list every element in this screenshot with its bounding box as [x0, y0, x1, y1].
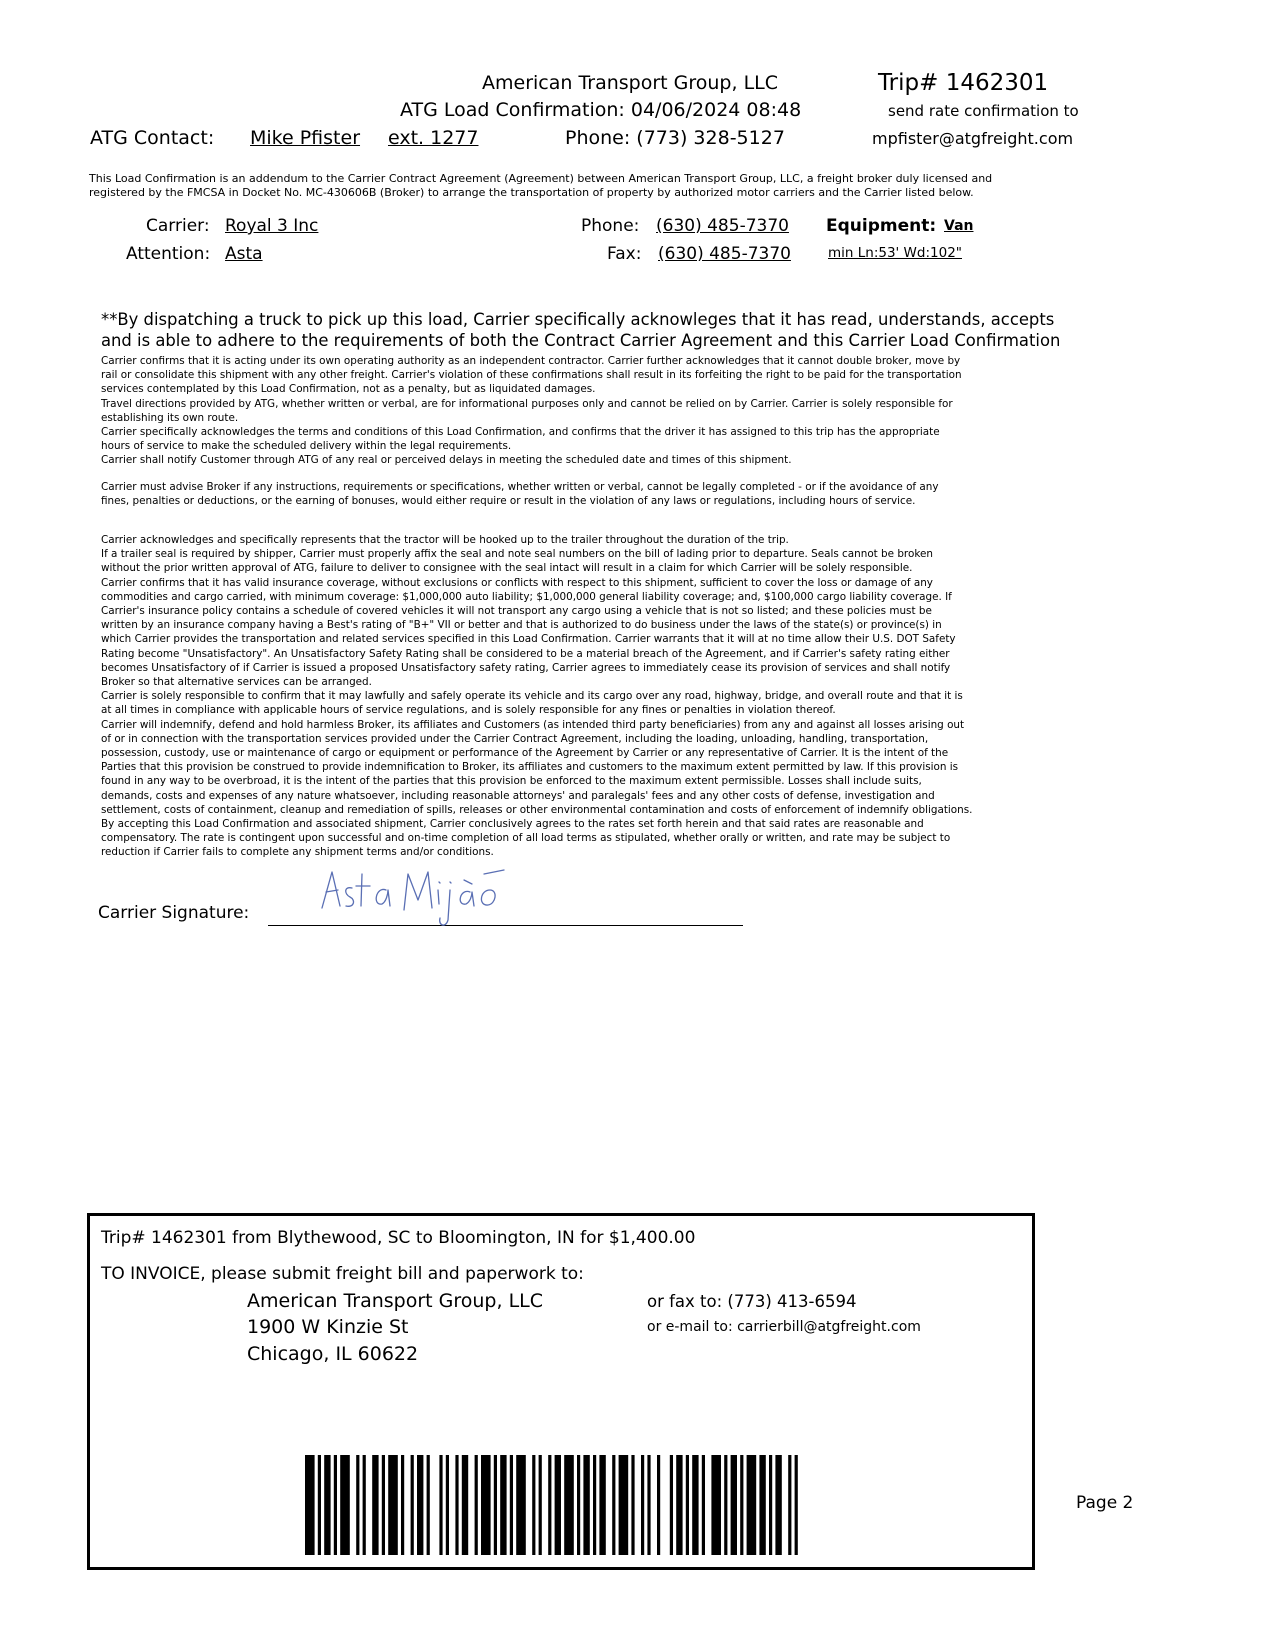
confirmation-datetime: ATG Load Confirmation: 04/06/2024 08:48: [400, 99, 802, 121]
barcode-bar: [631, 1455, 634, 1555]
barcode-bar: [318, 1455, 321, 1555]
barcode-bar: [724, 1455, 727, 1555]
barcode-bar: [692, 1455, 698, 1555]
invoice-fax: or fax to: (773) 413-6594: [647, 1292, 857, 1311]
handwritten-signature: [318, 860, 518, 935]
barcode-bar: [740, 1455, 743, 1555]
terms-c-line: If a trailer seal is required by shipper, Carrier must properly affix the seal and note seal numbers on the bill of lading prior to departure. Seals cannot be broken: [101, 548, 933, 561]
barcode-bar: [647, 1455, 650, 1555]
terms-a-line: hours of service to make the scheduled delivery within the legal requirements.: [101, 440, 512, 453]
carrier-fax-value: (630) 485-7370: [658, 244, 791, 264]
barcode-bar: [702, 1455, 705, 1555]
contact-phone: Phone: (773) 328-5127: [565, 127, 785, 149]
dispatch-line-1: **By dispatching a truck to pick up this load, Carrier specifically acknowleges that it has read, understands, accepts: [101, 310, 1055, 329]
send-rate-label: send rate confirmation to: [888, 102, 1079, 120]
terms-c-line: Broker so that alternative services can be arranged.: [101, 676, 372, 689]
barcode: [305, 1455, 825, 1555]
terms-c-line: at all times in compliance with applicable hours of service regulations, and is solely responsible for any fines or penalties in violation thereof.: [101, 704, 836, 717]
barcode-bar: [564, 1455, 574, 1555]
intro-line-2: registered by the FMCSA in Docket No. MC-430606B (Broker) to arrange the transportation of property by authorized motor carriers and the Carrier listed below.: [89, 186, 974, 199]
terms-c-line: commodities and cargo carried, with minimum coverage: $1,000,000 auto liability; $1,000,000 general liability coverage; and, $100,000 cargo liability coverage. If: [101, 590, 952, 603]
invoice-city: Chicago, IL 60622: [247, 1343, 419, 1365]
terms-c-line: without the prior written approval of ATG, failure to deliver to consignee with the seal intact will result in a claim for which Carrier will be solely responsible.: [101, 562, 913, 575]
terms-a-line: services contemplated by this Load Confirmation, not as a penalty, but as liquidated damages.: [101, 383, 596, 396]
terms-section-b: [101, 480, 1141, 508]
barcode-bar: [356, 1455, 359, 1555]
signature-label: Carrier Signature:: [98, 903, 250, 923]
terms-section-c: [101, 533, 1141, 860]
terms-c-line: Carrier acknowledges and specifically represents that the tractor will be hooked up to the trailer throughout the duration of the trip.: [101, 534, 789, 546]
barcode-bar: [619, 1455, 629, 1555]
barcode-bar: [455, 1455, 458, 1555]
terms-a-line: Travel directions provided by ATG, whether written or verbal, are for informational purposes only and cannot be relied on by Carrier. Carrier is solely responsible for: [101, 397, 953, 410]
barcode-bar: [686, 1455, 689, 1555]
terms-a-line: establishing its own route.: [101, 411, 239, 424]
equipment-label: Equipment:: [826, 216, 937, 236]
contact-name: Mike Pfister: [250, 127, 361, 149]
attention-label: Attention:: [126, 244, 211, 264]
terms-c-line: Carrier will indemnify, defend and hold harmless Broker, its affiliates and Customers (as intended third party beneficiaries) from any and against all losses arising out: [101, 718, 965, 731]
barcode-bar: [510, 1455, 513, 1555]
contact-email[interactable]: mpfister@atgfreight.com: [872, 129, 1074, 148]
barcode-bar: [711, 1455, 721, 1555]
terms-c-line: demands, costs and expenses of any nature whatsoever, including reasonable attorneys' and paralegals' fees and any other costs of defense, investigation and: [101, 789, 935, 802]
equipment-value: Van: [944, 218, 974, 234]
terms-a-line: Carrier confirms that it is acting under its own operating authority as an independent contractor. Carrier further acknowledges that it cannot double broker, move by: [101, 355, 961, 367]
terms-c-line: Parties that this provision be construed to provide indemnification to Broker, its affiliates and customers to the maximum extent permitted by law. If this provision is: [101, 761, 959, 774]
barcode-bar: [769, 1455, 772, 1555]
terms-c-line: Carrier is solely responsible to confirm that it may lawfully and safely operate its vehicle and its cargo over any road, highway, bridge, and overall route and that it is: [101, 690, 963, 703]
barcode-bar: [481, 1455, 491, 1555]
barcode-bar: [340, 1455, 350, 1555]
terms-c-line: becomes Unsatisfactory of if Carrier is issued a proposed Unsatisfactory safety rating, Carrier agrees to immediately cease its provision of services and shall notify: [101, 661, 951, 674]
barcode-bar: [500, 1455, 506, 1555]
dispatch-notice: [101, 309, 1181, 351]
barcode-bar: [759, 1455, 765, 1555]
barcode-bar: [788, 1455, 791, 1555]
barcode-bar: [363, 1455, 366, 1555]
barcode-bar: [372, 1455, 378, 1555]
terms-c-line: Carrier's insurance policy contains a schedule of covered vehicles it will not transport any cargo using a vehicle that is not so listed; and these policies must be: [101, 605, 932, 618]
page-number: Page 2: [1076, 1493, 1134, 1513]
invoice-instruction: TO INVOICE, please submit freight bill and paperwork to:: [101, 1264, 584, 1284]
terms-c-line: written by an insurance company having a Best's rating of "B+" VII or better and that is authorized to do business under the laws of the state(s) or province(s) in: [101, 619, 942, 632]
carrier-phone-value: (630) 485-7370: [656, 216, 789, 236]
terms-c-line: By accepting this Load Confirmation and associated shipment, Carrier conclusively agrees to the rates set forth herein and that said rates are reasonable and: [101, 818, 924, 831]
dispatch-line-2: and is able to adhere to the requirements of both the Contract Carrier Agreement and this Carrier Load Confirmation: [101, 331, 1061, 350]
barcode-bar: [388, 1455, 398, 1555]
terms-b-line: fines, penalties or deductions, or the earning of bonuses, would either require or result in the violation of any laws or regulations, including hours of service.: [101, 495, 916, 508]
terms-a-line: Carrier specifically acknowledges the terms and conditions of this Load Confirmation, and confirms that the driver it has assigned to this trip has the appropriate: [101, 426, 940, 439]
terms-c-line: compensatory. The rate is contingent upon successful and on-time completion of all load terms as stipulated, whether orally or written, and rate may be subject to: [101, 832, 951, 845]
barcode-bar: [417, 1455, 423, 1555]
barcode-bar: [795, 1455, 798, 1555]
terms-c-line: Rating become "Unsatisfactory". An Unsatisfactory Safety Rating shall be considered to be a material breach of the Agreement, and if Carrier's safety rating either: [101, 647, 950, 660]
carrier-fax-label: Fax:: [607, 244, 642, 264]
barcode-bar: [411, 1455, 414, 1555]
terms-c-line: of or in connection with the transportation services provided under the Carrier Contract Agreement, including the loading, unloading, handling, transportation,: [101, 732, 929, 745]
terms-a-line: rail or consolidate this shipment with any other freight. Carrier's violation of these confirmations shall result in its forfeiting the right to be paid for the transportation: [101, 369, 962, 382]
barcode-bar: [439, 1455, 442, 1555]
barcode-bar: [731, 1455, 737, 1555]
barcode-bar: [657, 1455, 660, 1555]
barcode-bar: [427, 1455, 430, 1555]
company-name: American Transport Group, LLC: [482, 72, 779, 94]
barcode-bar: [494, 1455, 497, 1555]
terms-c-line: possession, custody, use or maintenance of cargo or equipment or performance of the Agreement by Carrier or any representative of Carrier. It is the intent of the: [101, 747, 949, 760]
contact-ext: ext. 1277: [388, 127, 479, 149]
barcode-bar: [324, 1455, 330, 1555]
barcode-bar: [555, 1455, 561, 1555]
invoice-company: American Transport Group, LLC: [247, 1290, 544, 1312]
barcode-bar: [516, 1455, 526, 1555]
contact-label: ATG Contact:: [90, 127, 215, 149]
barcode-bar: [532, 1455, 535, 1555]
barcode-bar: [612, 1455, 615, 1555]
barcode-bar: [462, 1455, 468, 1555]
barcode-bar: [670, 1455, 673, 1555]
barcode-bar: [593, 1455, 596, 1555]
carrier-value: Royal 3 Inc: [225, 216, 319, 236]
barcode-bar: [446, 1455, 449, 1555]
attention-value: Asta: [225, 244, 263, 264]
barcode-bar: [583, 1455, 589, 1555]
terms-a-line: Carrier shall notify Customer through ATG of any real or perceived delays in meeting the scheduled date and times of this shipment.: [101, 454, 792, 467]
barcode-bar: [401, 1455, 404, 1555]
barcode-bar: [775, 1455, 781, 1555]
barcode-bar: [747, 1455, 757, 1555]
carrier-label: Carrier:: [146, 216, 210, 236]
terms-c-line: Carrier confirms that it has valid insurance coverage, without exclusions or conflicts with respect to this shipment, sufficient to cover the loss or damage of any: [101, 576, 933, 589]
terms-section-a: [101, 354, 1141, 468]
barcode-bar: [305, 1455, 315, 1555]
barcode-bar: [599, 1455, 605, 1555]
barcode-bar: [577, 1455, 580, 1555]
trip-number: Trip# 1462301: [878, 70, 1049, 96]
terms-c-line: reduction if Carrier fails to complete any shipment terms and/or conditions.: [101, 846, 494, 859]
invoice-email[interactable]: or e-mail to: carrierbill@atgfreight.com: [647, 1319, 921, 1335]
barcode-bar: [334, 1455, 337, 1555]
barcode-bar: [475, 1455, 478, 1555]
barcode-bar: [548, 1455, 551, 1555]
barcode-bar: [539, 1455, 542, 1555]
terms-c-line: settlement, costs of containment, cleanup and remediation of spills, releases or other environmental contamination and costs of enforcement of indemnify obligations.: [101, 803, 973, 816]
terms-c-line: found in any way to be overbroad, it is the intent of the parties that this provision be enforced to the maximum extent permissible. Losses shall include suits,: [101, 775, 922, 788]
carrier-phone-label: Phone:: [581, 216, 640, 236]
invoice-trip-line: Trip# 1462301 from Blythewood, SC to Bloomington, IN for $1,400.00: [101, 1228, 696, 1248]
barcode-bar: [382, 1455, 385, 1555]
barcode-bar: [676, 1455, 682, 1555]
equipment-dimensions: min Ln:53' Wd:102": [828, 245, 962, 261]
invoice-street: 1900 W Kinzie St: [247, 1316, 409, 1338]
terms-c-line: which Carrier provides the transportation and related services specified in this Load Confirmation. Carrier warrants that it will at no time allow their U.S. DOT Safety: [101, 633, 956, 646]
barcode-bar: [641, 1455, 644, 1555]
terms-b-line: Carrier must advise Broker if any instructions, requirements or specifications, whether written or verbal, cannot be legally completed - or if the avoidance of any: [101, 481, 939, 493]
intro-line-1: This Load Confirmation is an addendum to the Carrier Contract Agreement (Agreement) between American Transport Group, LLC, a freight broker duly licensed and: [89, 172, 993, 185]
